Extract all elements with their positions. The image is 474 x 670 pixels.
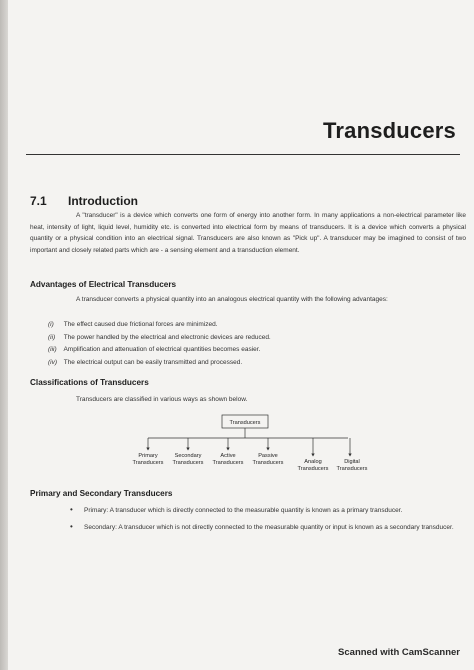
arrow-head-icon: [186, 448, 189, 451]
intro-paragraph: [30, 210, 466, 256]
branch-secondary: [173, 438, 204, 466]
section-title: Introduction: [68, 194, 138, 208]
item-text: The power handled by the electrical and electronic devices are reduced.: [63, 333, 271, 341]
advantages-heading: Advantages of Electrical Transducers: [30, 280, 177, 289]
intro-text: A "transducer" is a device which converts one form of energy into another form. In many applications a non-electrical parameter like heat, intensity of light, liquid level, humidity etc. is converted into electrical form by means of transducers. It is a device which converts a physical quantity or a physical condition into an electrical signal. Transducers are also known as "Pick up". A transducer may be imagined to consist of two important and closely related parts which are - a sensing element and a transduction element.: [30, 212, 466, 254]
node-label: Passive: [258, 453, 278, 459]
scan-edge-shadow: [0, 0, 8, 670]
node-label: Analog: [304, 459, 322, 465]
chapter-title: Transducers: [322, 118, 456, 143]
branch-analog: [298, 438, 329, 472]
branch-passive: [253, 438, 284, 466]
item-number: (iv): [48, 358, 58, 366]
bullet-icon: •: [70, 505, 73, 514]
document-page: [8, 0, 474, 670]
scanner-watermark: Scanned with CamScanner: [338, 647, 460, 658]
node-label: Transducers: [132, 460, 164, 466]
root-label: Transducers: [229, 419, 261, 426]
node-label: Secondary: [174, 453, 202, 459]
bullet-term: Primary:: [84, 507, 109, 514]
node-label: Transducers: [297, 466, 329, 472]
advantage-item: [48, 319, 468, 332]
branch-primary: [133, 438, 164, 466]
node-label: Primary: [138, 453, 158, 459]
item-number: (ii): [48, 333, 56, 341]
advantage-item: [48, 332, 468, 345]
item-text: Amplification and attenuation of electrical quantities becomes easier.: [63, 346, 261, 353]
node-label: Active: [220, 453, 236, 459]
arrow-head-icon: [311, 454, 314, 457]
branch-active: [213, 438, 244, 466]
advantages-intro: [30, 294, 466, 306]
arrow-head-icon: [146, 448, 149, 451]
item-text: The effect caused due frictional forces are minimized.: [63, 321, 218, 328]
classifications-heading: Classifications of Transducers: [30, 378, 149, 387]
node-label: Transducers: [336, 466, 368, 472]
primary-secondary-heading: Primary and Secondary Transducers: [30, 489, 173, 498]
arrow-head-icon: [266, 448, 269, 451]
bullet-text: A transducer which is not directly connected to the measurable quantity or input is known as a secondary transducer.: [116, 524, 454, 531]
bullet-text: A transducer which is directly connected to the measurable quantity is known as a primary transducer.: [108, 507, 403, 514]
arrow-head-icon: [348, 454, 351, 457]
advantages-list: [48, 319, 468, 369]
classifications-intro: Transducers are classified in various ways as shown below.: [76, 396, 248, 403]
node-label: Digital: [344, 459, 360, 465]
bullet-icon: •: [70, 522, 73, 531]
section-number: 7.1: [30, 194, 47, 208]
node-label: Transducers: [252, 460, 284, 466]
classification-tree-diagram: [118, 410, 378, 485]
node-label: Transducers: [172, 460, 204, 466]
item-number: (i): [48, 321, 54, 328]
branch-digital: [337, 438, 368, 472]
item-number: (iii): [48, 346, 57, 353]
node-label: Transducers: [212, 460, 244, 466]
item-text: The electrical output can be easily transmitted and processed.: [63, 358, 243, 366]
advantage-item: [48, 344, 468, 357]
bullet-term: Secondary:: [84, 524, 117, 531]
primary-secondary-list: [70, 505, 466, 539]
bullet-item: [70, 505, 466, 516]
advantage-item: [48, 357, 468, 370]
bullet-item: [70, 522, 466, 533]
title-rule: [26, 154, 460, 155]
section-heading: [30, 194, 138, 208]
advantages-intro-text: A transducer converts a physical quantity into an analogous electrical quantity with the following advantages:: [76, 296, 388, 303]
arrow-head-icon: [226, 448, 229, 451]
